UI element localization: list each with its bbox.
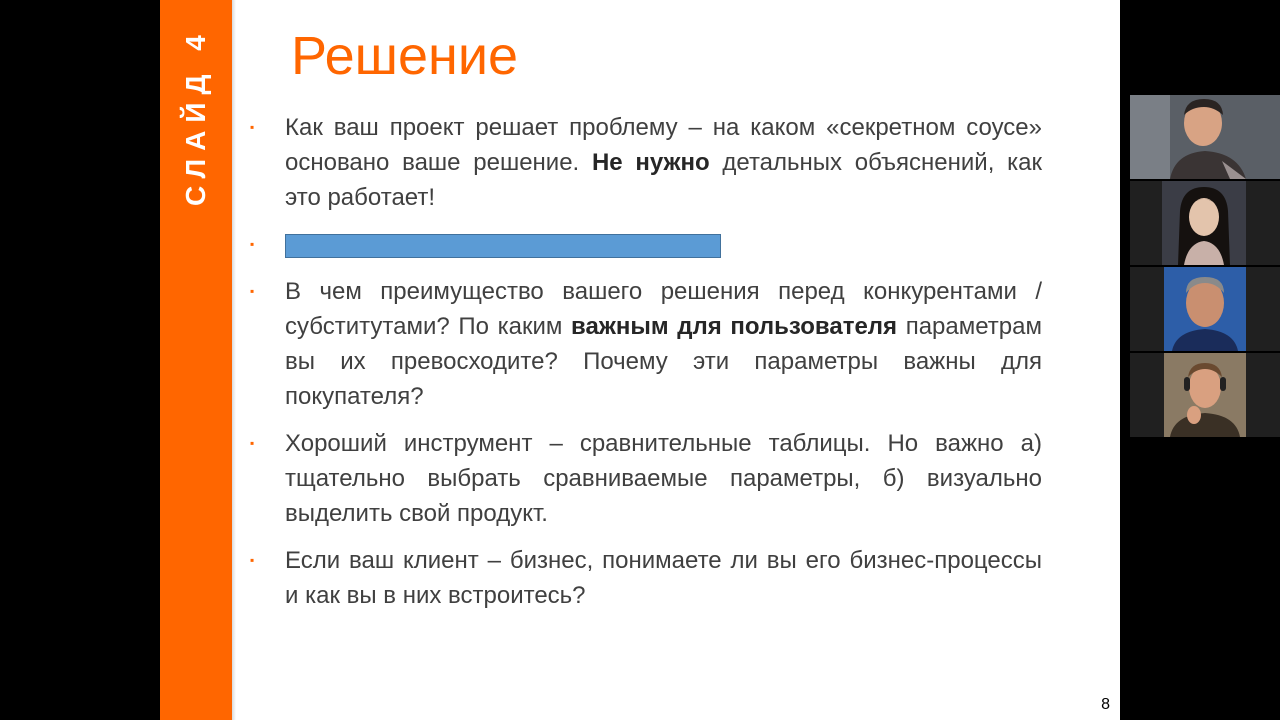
participant-1-video-icon [1130, 95, 1280, 179]
bullet-item-highlight [250, 227, 1042, 262]
video-participants-panel [1130, 95, 1280, 439]
participant-2-video-icon [1162, 181, 1246, 265]
bullet-text: детальных объяснений, как это работает! [285, 149, 1042, 211]
bullet-marker-icon: ▪ [250, 237, 255, 251]
slide-page-number: 8 [1101, 696, 1110, 713]
bullet-text: Хороший инструмент – сравнительные таблицы. Но важно а) тщательно выбрать сравниваемые параметры, б) визуально выделить свой продукт. [285, 430, 1042, 527]
bullet-item [250, 426, 1042, 531]
bullet-item [250, 274, 1042, 414]
bullet-item [250, 110, 1042, 215]
blue-highlight-bar [285, 234, 721, 258]
participant-4-video-icon [1164, 353, 1246, 437]
bullet-marker-icon: ▪ [250, 120, 255, 134]
bullet-text: В чем преимущество вашего решения перед конкурентами / субститутами? По каким [285, 278, 1042, 340]
slide-side-bar [160, 0, 232, 720]
video-tile-participant-3[interactable] [1130, 267, 1280, 351]
bullet-text: Если ваш клиент – бизнес, понимаете ли вы его бизнес-процессы и как вы в них встроитесь? [285, 547, 1042, 609]
slide-content [250, 110, 1042, 625]
slide-title: Решение [291, 26, 519, 86]
bullet-text: параметрам вы их превосходите? Почему эти параметры важны для покупателя? [285, 313, 1042, 410]
bullet-marker-icon: ▪ [250, 436, 255, 450]
bullet-marker-icon: ▪ [250, 553, 255, 567]
bullet-emphasis: важным для пользователя [571, 313, 898, 340]
presentation-slide [160, 0, 1120, 720]
bullet-emphasis: Не нужно [591, 149, 710, 176]
side-bar-shadow [232, 0, 236, 720]
slide-side-label: СЛАЙД 4 [180, 27, 211, 206]
video-tile-participant-4[interactable] [1130, 353, 1280, 437]
video-tile-participant-2[interactable] [1130, 181, 1280, 265]
bullet-marker-icon: ▪ [250, 284, 255, 298]
bullet-text: Как ваш проект решает проблему – на каком «секретном соусе» основано ваше решение. [285, 114, 1042, 176]
video-tile-participant-1[interactable] [1130, 95, 1280, 179]
bullet-item [250, 543, 1042, 613]
participant-3-video-icon [1164, 267, 1246, 351]
